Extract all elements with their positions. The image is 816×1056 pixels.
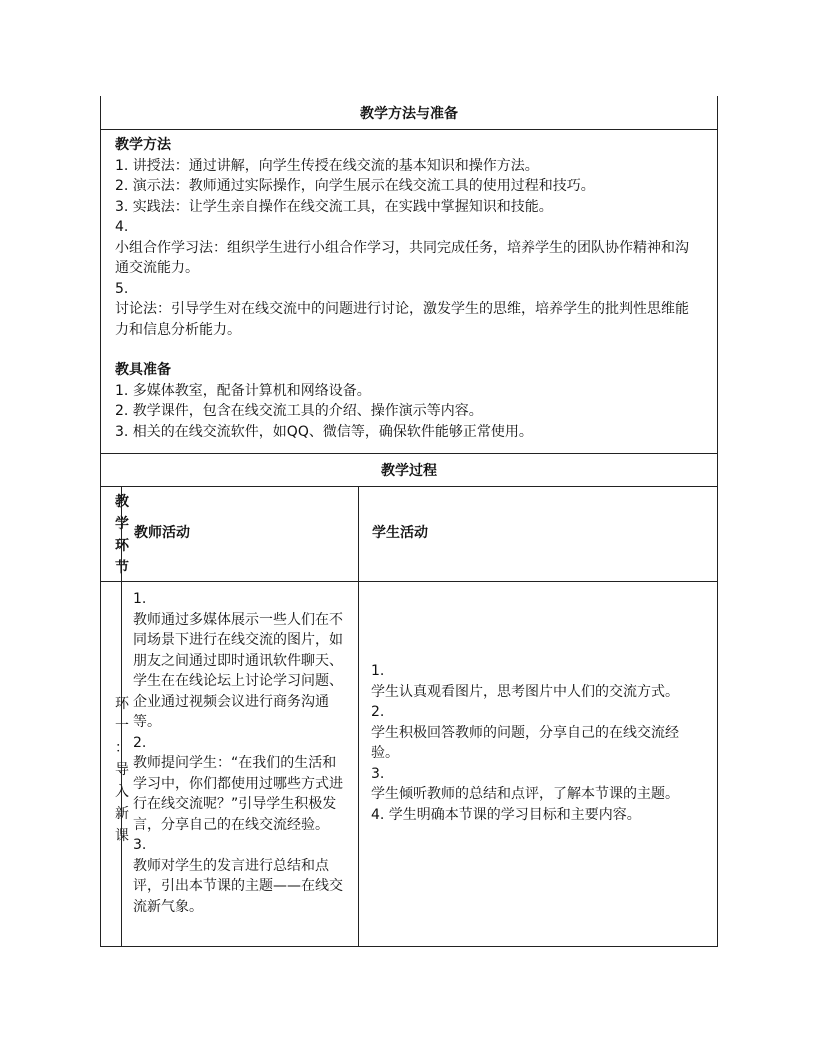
student-step: 4. 学生明确本节课的学习目标和主要内容。 xyxy=(371,806,641,823)
method-item: 1. 讲授法：通过讲解，向学生传授在线交流的基本知识和操作方法。 xyxy=(115,157,539,174)
stage-column-clipped-text: 环 一 ： 导 入 新 课 xyxy=(115,696,129,844)
teacher-activity-cell xyxy=(133,589,347,917)
method-item: 4. xyxy=(115,219,129,235)
student-step: 2. xyxy=(371,704,385,720)
method-item: 讨论法：引导学生对在线交流中的问题进行讨论，激发学生的思维，培养学生的批判性思维能力和信息分析能力。 xyxy=(115,301,689,338)
teacher-activity-header: 教师活动 xyxy=(134,525,190,541)
process-section-title: 教学过程 xyxy=(381,463,437,479)
method-item: 小组合作学习法：组织学生进行小组合作学习，共同完成任务，培养学生的团队协作精神和沟通交流能力。 xyxy=(115,239,689,276)
student-step: 学生倾听教师的总结和点评，了解本节课的主题。 xyxy=(371,786,679,802)
teacher-step: 2. xyxy=(133,734,147,751)
tool-item: 1. 多媒体教室，配备计算机和网络设备。 xyxy=(115,382,371,399)
teacher-step: 教师提问学生：“在我们的生活和学习中，你们都使用过哪些方式进行在线交流呢？”引导学生积极发言，分享自己的在线交流经验。 xyxy=(133,755,343,833)
teacher-step: 1. xyxy=(133,591,147,607)
student-activity-cell xyxy=(371,661,701,825)
student-step: 1. xyxy=(371,663,385,679)
stage-column xyxy=(101,487,129,946)
student-step: 学生积极回答教师的问题，分享自己的在线交流经验。 xyxy=(371,724,679,761)
lesson-plan-page xyxy=(100,96,718,947)
tools-heading: 教具准备 xyxy=(115,362,171,378)
method-item: 5. xyxy=(115,280,129,297)
student-activity-header: 学生活动 xyxy=(372,525,428,541)
method-item: 3. 实践法：让学生亲自操作在线交流工具，在实践中掌握知识和技能。 xyxy=(115,198,553,215)
header-divider xyxy=(101,581,717,582)
methods-section-title: 教学方法与准备 xyxy=(360,105,458,122)
process-table xyxy=(100,486,718,947)
student-step: 学生认真观看图片，思考图片中人们的交流方式。 xyxy=(371,683,679,700)
teacher-step: 3. xyxy=(133,837,147,853)
tool-item: 3. 相关的在线交流软件，如QQ、微信等，确保软件能够正常使用。 xyxy=(115,423,533,440)
methods-section-header xyxy=(100,96,718,130)
stage-column-clipped-header: 教 学 环 节 xyxy=(115,494,129,576)
student-step: 3. xyxy=(371,765,385,782)
methods-content xyxy=(100,129,718,454)
methods-heading: 教学方法 xyxy=(115,137,171,153)
tool-item: 2. 教学课件，包含在线交流工具的介绍、操作演示等内容。 xyxy=(115,403,483,419)
teacher-step: 教师对学生的发言进行总结和点评，引出本节课的主题——在线交流新气象。 xyxy=(133,857,343,915)
process-section-header xyxy=(100,453,718,487)
method-item: 2. 演示法：教师通过实际操作，向学生展示在线交流工具的使用过程和技巧。 xyxy=(115,178,595,194)
teacher-step: 教师通过多媒体展示一些人们在不同场景下进行在线交流的图片，如朋友之间通过即时通讯软件聊天、学生在在线论坛上讨论学习问题、企业通过视频会议进行商务沟通等。 xyxy=(133,611,343,730)
